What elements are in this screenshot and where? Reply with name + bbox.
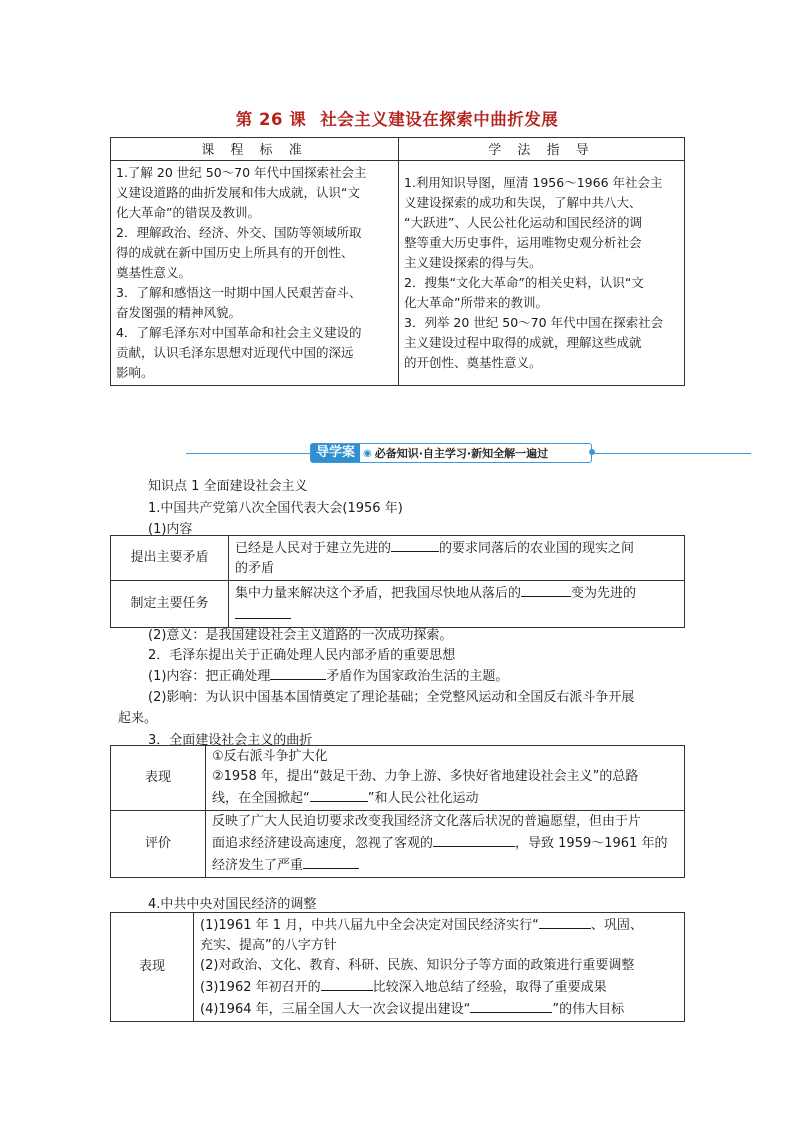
row-label: 评价 [111, 811, 206, 878]
cell-text: ①反右派斗争扩大化 [212, 749, 328, 764]
bullet-icon: ◉ [363, 447, 372, 459]
congress-table [110, 535, 685, 628]
fill-blank[interactable] [310, 787, 368, 802]
fill-blank[interactable] [470, 998, 552, 1013]
cell-text: 反映了广大人民迫切要求改变我国经济文化落后状况的普遍愿望，但由于片 [212, 814, 642, 829]
cell-text: 比较深入地总结了经验，取得了重要成果 [372, 980, 607, 995]
cell-text: ②1958 年，提出“鼓足干劲、力争上游、多快好省地建设社会主义”的总路 [212, 769, 639, 784]
fill-blank[interactable] [521, 582, 571, 597]
item1-subtitle: (1)内容 [148, 522, 193, 537]
row-label: 提出主要矛盾 [111, 536, 229, 581]
cell-text: (2)对政治、文化、教育、科研、民族、知识分子等方面的政策进行重要调整 [200, 958, 635, 973]
cell-text: (1)1961 年 1 月，中共八届九中全会决定对国民经济实行“ [200, 918, 539, 933]
fill-blank[interactable] [433, 832, 515, 847]
banner-subtitle: 必备知识·自主学习·新知全解一遍过 [374, 447, 549, 460]
line-part: 矛盾作为国家政治生活的主题。 [326, 669, 509, 684]
lesson-number: 第 26 课 [235, 110, 307, 129]
standards-line: 影响。 [116, 365, 154, 380]
item1-title: 1.中国共产党第八次全国代表大会(1956 年) [148, 501, 403, 516]
evaluation-cell [206, 811, 685, 878]
guidance-line: 整等重大历史事件，运用唯物史观分析社会 [404, 235, 642, 250]
fill-blank[interactable] [391, 537, 439, 552]
cell-text: 变为先进的 [571, 586, 637, 601]
guidance-line: 的开创性、奠基性意义。 [404, 355, 542, 370]
guidance-header: 学 法 指 导 [399, 138, 685, 161]
item2-impact: (2)影响：为认识中国基本国情奠定了理论基础；全党整风运动和全国反右派斗争开展 [148, 690, 635, 705]
item4-title: 4.中共中央对国民经济的调整 [148, 897, 317, 912]
guidance-line: “大跃进”、人民公社化运动和国民经济的调 [404, 215, 642, 230]
standards-line: 2．理解政治、经济、外交、国防等领域所取 [116, 225, 362, 240]
guidance-line: 2．搜集“文化大革命”的相关史料，认识“文 [404, 275, 644, 290]
contradiction-cell [229, 536, 685, 581]
banner-rule-right [590, 453, 751, 454]
banner-pill [310, 443, 592, 463]
row-label: 表现 [111, 746, 206, 811]
standards-table [110, 137, 685, 386]
row-label: 表现 [111, 913, 194, 1022]
cell-text: 的矛盾 [235, 561, 275, 576]
standards-line: 化大革命”的错误及教训。 [116, 205, 260, 220]
section-banner [186, 443, 751, 463]
lesson-name: 社会主义建设在探索中曲折发展 [320, 110, 559, 129]
standards-line: 4．了解毛泽东对中国革命和社会主义建设的 [116, 325, 362, 340]
setback-table [110, 745, 685, 878]
cell-text: ”的伟大目标 [552, 1002, 625, 1017]
page-title [0, 106, 794, 130]
fill-blank[interactable] [321, 976, 373, 991]
cell-text: 集中力量来解决这个矛盾，把我国尽快地从落后的 [235, 586, 522, 601]
standards-line: 奠基性意义。 [116, 265, 192, 280]
cell-text: 已经是人民对于建立先进的 [235, 541, 392, 556]
standards-header: 课 程 标 准 [111, 138, 399, 161]
cell-text: 充实、提高”的八字方针 [200, 938, 337, 953]
item2-content [148, 665, 508, 684]
standards-line: 义建设道路的曲折发展和伟大成就，认识“文 [116, 185, 360, 200]
fill-blank[interactable] [235, 604, 291, 619]
item3-title: 3．全面建设社会主义的曲折 [148, 733, 313, 748]
item2-title: 2．毛泽东提出关于正确处理人民内部矛盾的重要思想 [148, 648, 456, 663]
cell-text: ，导致 1959～1961 年的 [515, 836, 668, 851]
guidance-line: 化大革命”所带来的教训。 [404, 295, 548, 310]
guidance-line: 主义建设探索的得与失。 [404, 255, 542, 270]
cell-text: (4)1964 年，三届全国人大一次会议提出建设“ [200, 1002, 471, 1017]
standards-cell [111, 161, 399, 386]
manifestation-cell [206, 746, 685, 811]
standards-line: 3．了解和感悟这一时期中国人民艰苦奋斗、 [116, 285, 362, 300]
cell-text: 、巩固、 [590, 918, 643, 933]
cell-text: (3)1962 年初召开的 [200, 980, 321, 995]
guidance-line: 主义建设过程中取得的成就，理解这些成就 [404, 335, 642, 350]
guidance-line: 1.利用知识导图，厘清 1956～1966 年社会主 [404, 175, 663, 190]
standards-line: 奋发图强的精神风貌。 [116, 305, 242, 320]
guidance-line: 3．列举 20 世纪 50～70 年代中国在探索社会 [404, 315, 664, 330]
fill-blank[interactable] [539, 914, 591, 929]
adjustment-table [110, 912, 685, 1022]
standards-line: 贡献，认识毛泽东思想对近现代中国的深远 [116, 345, 354, 360]
fill-blank[interactable] [303, 854, 359, 869]
adjustment-cell [194, 913, 685, 1022]
cell-text: 的要求同落后的农业国的现实之间 [439, 541, 635, 556]
section-heading: 知识点 1 全面建设社会主义 [148, 479, 308, 494]
item2-impact-cont: 起来。 [118, 711, 158, 726]
dot-icon [589, 449, 595, 455]
guidance-cell [399, 161, 685, 386]
task-cell [229, 581, 685, 628]
fill-blank[interactable] [270, 665, 326, 680]
cell-text: 经济发生了严重 [212, 858, 304, 873]
line-part: (1)内容：把正确处理 [148, 669, 271, 684]
cell-text: ”和人民公社化运动 [367, 791, 479, 806]
guidance-line: 义建设探索的成功和失误，了解中共八大、 [404, 195, 642, 210]
row-label: 制定主要任务 [111, 581, 229, 628]
standards-line: 1.了解 20 世纪 50～70 年代中国探索社会主 [116, 165, 367, 180]
cell-text: 面追求经济建设高速度，忽视了客观的 [212, 836, 434, 851]
cell-text: 线，在全国掀起“ [212, 791, 310, 806]
banner-tag: 导学案 [311, 444, 360, 462]
banner-rule-left [186, 453, 310, 454]
standards-line: 得的成就在新中国历史上所具有的开创性、 [116, 245, 354, 260]
item1-meaning: (2)意义：是我国建设社会主义道路的一次成功探索。 [148, 628, 453, 643]
